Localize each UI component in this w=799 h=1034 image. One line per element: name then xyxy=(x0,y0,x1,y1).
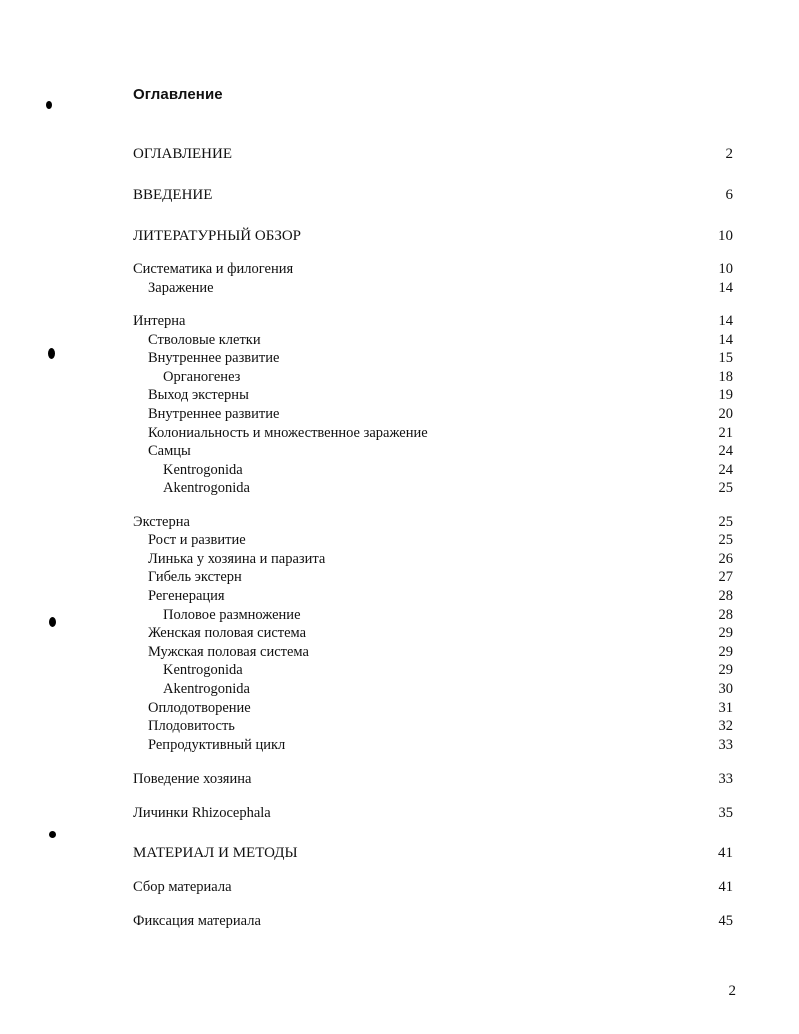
toc-entry-label: Гибель экстерн xyxy=(148,569,242,585)
toc-entry-page: 33 xyxy=(718,737,733,753)
toc-entry-label: Репродуктивный цикл xyxy=(148,737,286,753)
toc-entry-label: Интерна xyxy=(133,313,186,329)
toc-entry[interactable] xyxy=(133,348,733,368)
toc-entry[interactable] xyxy=(133,586,733,606)
toc-entry[interactable] xyxy=(133,226,733,246)
toc-entry-label: Внутреннее развитие xyxy=(148,350,280,366)
toc-entry[interactable] xyxy=(133,567,733,587)
toc-entry-page: 26 xyxy=(718,551,733,567)
toc-entry-page: 21 xyxy=(718,425,733,441)
page-number: 2 xyxy=(728,983,736,999)
toc-entry[interactable] xyxy=(133,679,733,699)
toc-entry[interactable] xyxy=(133,530,733,550)
toc-entry-page: 25 xyxy=(718,480,733,496)
toc-entry-label: Половое размножение xyxy=(163,607,301,623)
toc-entry-page: 10 xyxy=(718,261,733,277)
toc-entry-label: Плодовитость xyxy=(148,718,235,734)
toc-entry-label: Мужская половая система xyxy=(148,644,309,660)
toc-entry-page: 41 xyxy=(718,879,733,895)
toc-entry[interactable] xyxy=(133,311,733,331)
toc-entry-page: 14 xyxy=(718,280,733,296)
toc-heading: Оглавление xyxy=(133,86,223,103)
toc-entry-page: 28 xyxy=(718,607,733,623)
toc-entry-label: Линька у хозяина и паразита xyxy=(148,551,326,567)
toc-entry-page: 24 xyxy=(718,443,733,459)
toc-entry-page: 24 xyxy=(718,462,733,478)
toc-entry-page: 29 xyxy=(718,644,733,660)
toc-entry[interactable] xyxy=(133,642,733,662)
scan-mark xyxy=(49,617,56,627)
toc-entry-page: 19 xyxy=(718,387,733,403)
toc-entry-label: Сбор материала xyxy=(133,879,232,895)
toc-entry[interactable] xyxy=(133,843,733,863)
toc-entry-label: Органогенез xyxy=(163,369,241,385)
toc-entry-page: 10 xyxy=(718,228,733,244)
toc-entry-page: 29 xyxy=(718,662,733,678)
toc-entry[interactable] xyxy=(133,330,733,350)
toc-entry[interactable] xyxy=(133,478,733,498)
toc-entry-page: 20 xyxy=(718,406,733,422)
toc-entry-page: 32 xyxy=(718,718,733,734)
toc-entry[interactable] xyxy=(133,769,733,789)
toc-entry-label: МАТЕРИАЛ И МЕТОДЫ xyxy=(133,845,298,861)
toc-entry[interactable] xyxy=(133,423,733,443)
toc-entry-label: Kentrogonida xyxy=(163,662,243,678)
toc-entry-label: Akentrogonida xyxy=(163,681,250,697)
toc-entry-page: 33 xyxy=(718,771,733,787)
scan-mark xyxy=(48,348,55,359)
toc-entry-page: 30 xyxy=(718,681,733,697)
toc-entry-page: 15 xyxy=(718,350,733,366)
toc-entry-page: 25 xyxy=(718,514,733,530)
toc-entry-label: ОГЛАВЛЕНИЕ xyxy=(133,146,232,162)
toc-entry-label: Регенерация xyxy=(148,588,225,604)
toc-entry[interactable] xyxy=(133,259,733,279)
toc-entry-page: 28 xyxy=(718,588,733,604)
toc-entry-label: ЛИТЕРАТУРНЫЙ ОБЗОР xyxy=(133,228,302,244)
toc-entry-label: Фиксация материала xyxy=(133,913,261,929)
toc-entry[interactable] xyxy=(133,735,733,755)
toc-entry-label: Самцы xyxy=(148,443,191,459)
toc-entry-label: Колониальность и множественное заражение xyxy=(148,425,428,441)
toc-entry-label: Систематика и филогения xyxy=(133,261,294,277)
toc-entry[interactable] xyxy=(133,144,733,164)
toc-entry-label: Личинки Rhizocephala xyxy=(133,805,271,821)
toc-entry[interactable] xyxy=(133,605,733,625)
toc-entry-label: Akentrogonida xyxy=(163,480,250,496)
toc-entry-label: Поведение хозяина xyxy=(133,771,252,787)
toc-entry-page: 14 xyxy=(718,332,733,348)
toc-entry-label: Оплодотворение xyxy=(148,700,251,716)
toc-entry-label: Заражение xyxy=(148,280,214,296)
toc-entry[interactable] xyxy=(133,623,733,643)
toc-entry[interactable] xyxy=(133,911,733,931)
scan-mark xyxy=(49,831,56,838)
toc-entry[interactable] xyxy=(133,877,733,897)
toc-entry-page: 31 xyxy=(718,700,733,716)
toc-entry[interactable] xyxy=(133,698,733,718)
toc-entry-page: 18 xyxy=(718,369,733,385)
toc-entry[interactable] xyxy=(133,185,733,205)
toc-entry[interactable] xyxy=(133,460,733,480)
toc-entry-page: 41 xyxy=(718,845,733,861)
scan-mark xyxy=(46,101,52,109)
toc-entry[interactable] xyxy=(133,660,733,680)
toc-entry-label: Женская половая система xyxy=(148,625,307,641)
toc-entry-page: 25 xyxy=(718,532,733,548)
toc-entry-page: 14 xyxy=(718,313,733,329)
toc-entry[interactable] xyxy=(133,803,733,823)
toc-entry-page: 35 xyxy=(718,805,733,821)
toc-entry[interactable] xyxy=(133,278,733,298)
toc-entry-label: Внутреннее развитие xyxy=(148,406,280,422)
toc-entry-page: 27 xyxy=(718,569,733,585)
toc-entry[interactable] xyxy=(133,549,733,569)
toc-entry-label: Рост и развитие xyxy=(148,532,246,548)
toc-entry-label: Kentrogonida xyxy=(163,462,243,478)
toc-entry[interactable] xyxy=(133,404,733,424)
toc-entry-page: 45 xyxy=(718,913,733,929)
toc-entry-label: Стволовые клетки xyxy=(148,332,261,348)
toc-entry[interactable] xyxy=(133,385,733,405)
toc-entry-page: 29 xyxy=(718,625,733,641)
toc-entry[interactable] xyxy=(133,441,733,461)
toc-entry-label: Выход экстерны xyxy=(148,387,249,403)
toc-entry-label: Экстерна xyxy=(133,514,190,530)
toc-entry[interactable] xyxy=(133,716,733,736)
toc-entry-page: 6 xyxy=(725,187,733,203)
toc-entry[interactable] xyxy=(133,512,733,532)
toc-entry[interactable] xyxy=(133,367,733,387)
toc-entry-page: 2 xyxy=(725,146,733,162)
toc-entry-label: ВВЕДЕНИЕ xyxy=(133,187,213,203)
